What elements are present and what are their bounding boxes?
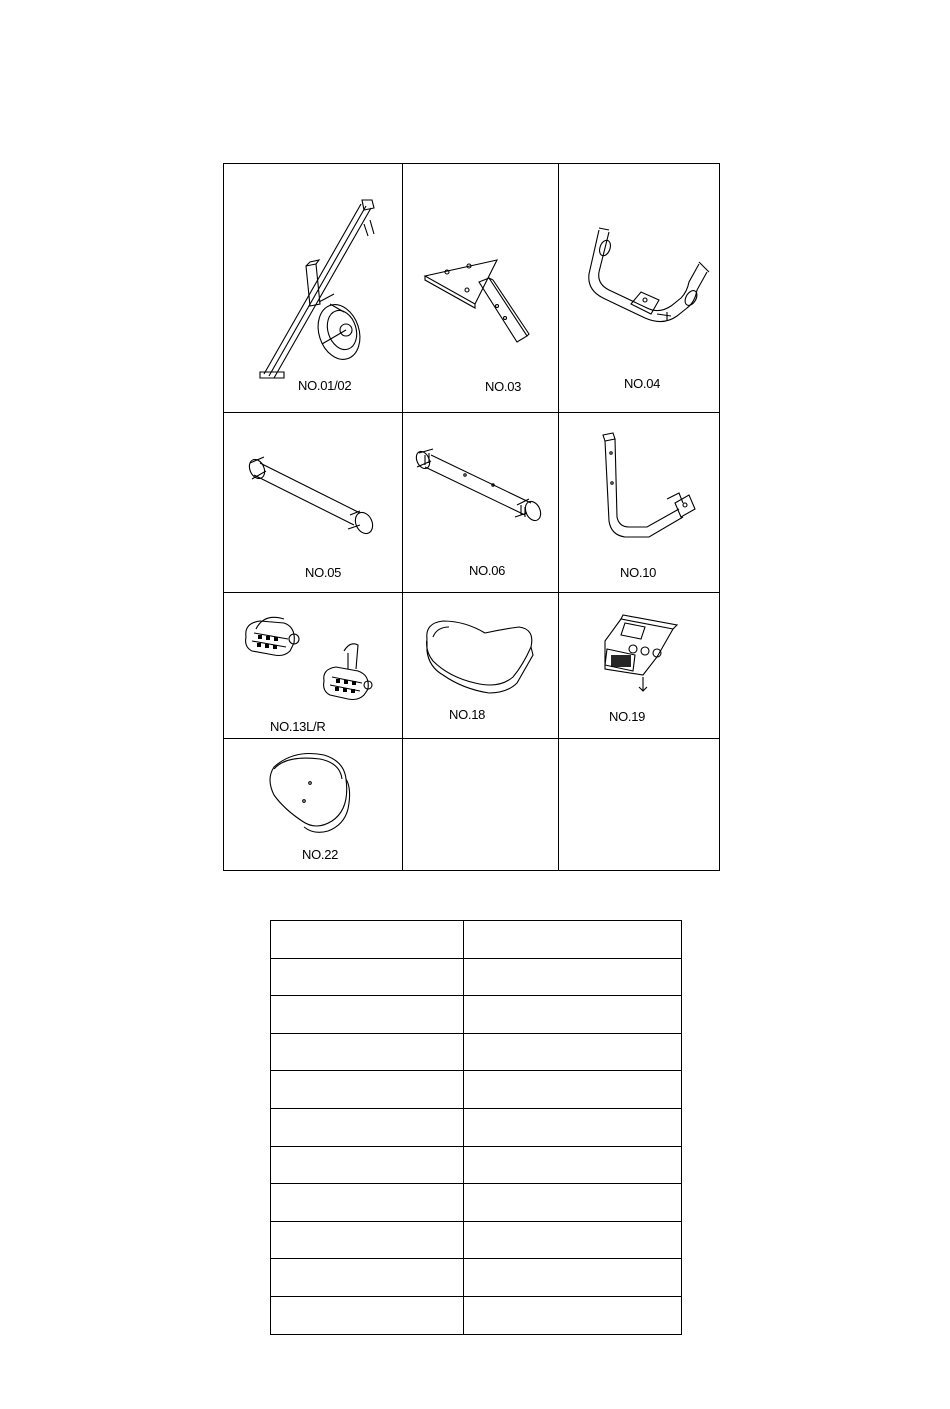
- table-cell: [464, 921, 682, 959]
- table-row: [271, 1296, 682, 1334]
- part-cell-05: [224, 413, 402, 592]
- table-cell: [464, 1071, 682, 1109]
- part-label: NO.13L/R: [270, 719, 326, 734]
- part-label: NO.03: [485, 379, 522, 394]
- table-cell: [271, 1108, 464, 1146]
- table-row: [271, 1108, 682, 1146]
- table-row: [271, 996, 682, 1034]
- table-row: [271, 1071, 682, 1109]
- table-cell: [271, 921, 464, 959]
- table-row: [271, 1146, 682, 1184]
- table-cell: [464, 1296, 682, 1334]
- part-label: NO.04: [624, 376, 661, 391]
- table-cell: [271, 958, 464, 996]
- parts-grid: [223, 163, 720, 871]
- table-row: [271, 921, 682, 959]
- part-label: NO.22: [302, 847, 339, 862]
- part-cell-01-02: [224, 164, 402, 412]
- table-row: [271, 1221, 682, 1259]
- empty-cell: [559, 739, 719, 870]
- table-row: [271, 958, 682, 996]
- table-cell: [464, 1033, 682, 1071]
- table-cell: [271, 1259, 464, 1297]
- table-cell: [464, 1259, 682, 1297]
- table-cell: [271, 996, 464, 1034]
- table-cell: [464, 1146, 682, 1184]
- table-cell: [271, 1184, 464, 1222]
- part-cell-13: [224, 593, 402, 738]
- table-cell: [464, 1108, 682, 1146]
- part-label: NO.05: [305, 565, 342, 580]
- table-cell: [271, 1146, 464, 1184]
- table-cell: [271, 1033, 464, 1071]
- part-cell-04: [559, 164, 719, 412]
- table-cell: [271, 1296, 464, 1334]
- main-frame-icon: [224, 164, 402, 412]
- table-cell: [464, 1184, 682, 1222]
- part-label: NO.10: [620, 565, 657, 580]
- part-cell-19: [559, 593, 719, 738]
- table-cell: [464, 996, 682, 1034]
- handlebar-icon: [559, 164, 719, 412]
- part-label: NO.06: [469, 563, 506, 578]
- table-row: [271, 1184, 682, 1222]
- front-stabilizer-plate-icon: [403, 164, 558, 412]
- table-cell: [271, 1221, 464, 1259]
- part-label: NO.01/02: [298, 378, 352, 393]
- empty-cell: [403, 739, 558, 870]
- pedals-icon: [224, 593, 402, 738]
- table-row: [271, 1259, 682, 1297]
- part-label: NO.19: [609, 709, 646, 724]
- part-label: NO.18: [449, 707, 486, 722]
- table-cell: [464, 958, 682, 996]
- parts-checklist-table: [270, 920, 682, 1335]
- part-cell-22: [224, 739, 402, 870]
- part-cell-18: [403, 593, 558, 738]
- table-cell: [464, 1221, 682, 1259]
- table-row: [271, 1033, 682, 1071]
- table-cell: [271, 1071, 464, 1109]
- part-cell-06: [403, 413, 558, 592]
- part-cell-03: [403, 164, 558, 412]
- part-cell-10: [559, 413, 719, 592]
